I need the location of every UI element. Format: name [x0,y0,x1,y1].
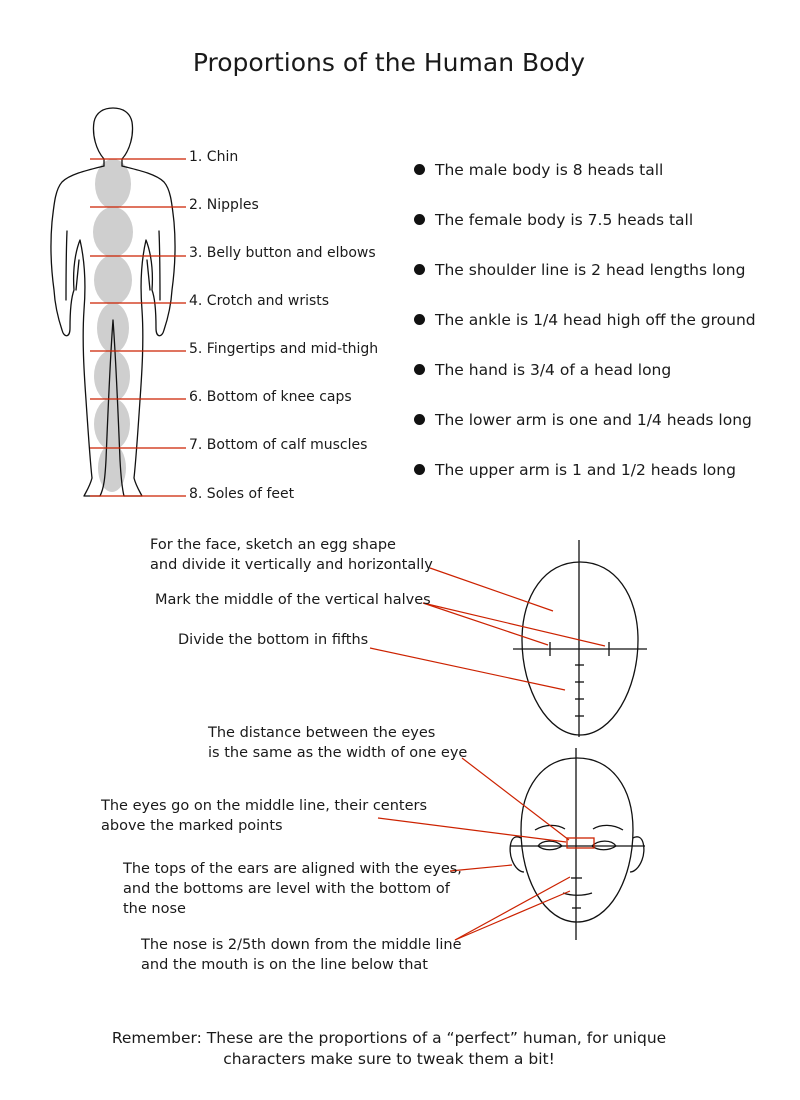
note-line: Divide the bottom in fifths [178,632,369,648]
fact-text: The male body is 8 heads tall [435,161,664,179]
note-line: The tops of the ears are aligned with the eyes, [123,861,462,877]
head-oval [94,350,130,402]
mouth [563,893,592,895]
note-line: and the mouth is on the line below that [141,957,428,973]
fact-text: The ankle is 1/4 head high off the ground [435,311,756,329]
footer-remark [100,1028,678,1070]
fact-item [414,361,671,379]
bullet-icon [414,314,425,325]
bullet-icon [414,214,425,225]
landmark-label: 7. Bottom of calf muscles [189,437,368,453]
note-line: The eyes go on the middle line, their centers [101,798,428,814]
bullet-icon [414,364,425,375]
landmark-label: 6. Bottom of knee caps [189,389,352,405]
note-egg [150,535,433,575]
note-line: above the marked points [101,818,283,834]
landmark-label: 1. Chin [189,149,239,165]
bullet-icon [414,264,425,275]
fact-item [414,311,756,329]
note-line: For the face, sketch an egg shape [150,537,396,553]
pointer-line [455,891,570,940]
fact-text: The shoulder line is 2 head lengths long [435,261,746,279]
page-title: Proportions of the Human Body [192,48,586,77]
egg-face [513,540,647,737]
head-oval [94,398,130,450]
note-line: is the same as the width of one eye [208,745,468,761]
detailed-face [510,748,645,940]
fact-item [414,461,736,479]
landmark-label: 2. Nipples [189,197,259,213]
note-line: the nose [123,901,186,917]
fact-text: The female body is 7.5 heads tall [435,211,694,229]
pointer-line [423,603,605,646]
note-line: The nose is 2/5th down from the middle line [141,937,462,953]
bullet-icon [414,414,425,425]
right-brow [593,825,623,830]
note-line: Mark the middle of the vertical halves [155,592,431,608]
fact-item [414,161,663,179]
note-middle [155,590,431,610]
footer-line: characters make sure to tweak them a bit! [223,1050,555,1068]
note-line: and the bottoms are level with the bottom of [123,881,450,897]
head-oval [93,207,133,257]
footer-line: Remember: These are the proportions of a “perfect” human, for unique [111,1029,667,1047]
pointer-line [370,648,565,690]
note-eyes-line [101,796,427,836]
note-ears [123,859,462,919]
note-fifths [178,630,368,650]
face-outline [521,758,633,922]
fact-item [414,211,693,229]
figure-head [93,108,132,159]
fact-text: The lower arm is one and 1/4 heads long [435,411,752,429]
fact-item [414,411,752,429]
pointer-line [423,603,548,645]
landmark-label: 8. Soles of feet [189,486,295,502]
landmark-label: 3. Belly button and elbows [189,245,376,261]
figure-right-side [122,166,175,496]
fact-text: The upper arm is 1 and 1/2 heads long [435,461,736,479]
fact-item [414,261,745,279]
landmark-label: 4. Crotch and wrists [189,293,330,309]
bullet-icon [414,464,425,475]
pointer-line [455,877,570,940]
head-oval [94,255,132,305]
note-line: and divide it vertically and horizontally [150,557,433,573]
bullet-icon [414,164,425,175]
pointer-line [462,758,569,840]
note-line: The distance between the eyes [208,725,436,741]
fact-text: The hand is 3/4 of a head long [435,361,672,379]
figure-left-side [51,166,104,496]
note-nose-mouth [141,935,462,975]
note-eye-distance [208,723,467,763]
landmark-label: 5. Fingertips and mid-thigh [189,341,379,357]
